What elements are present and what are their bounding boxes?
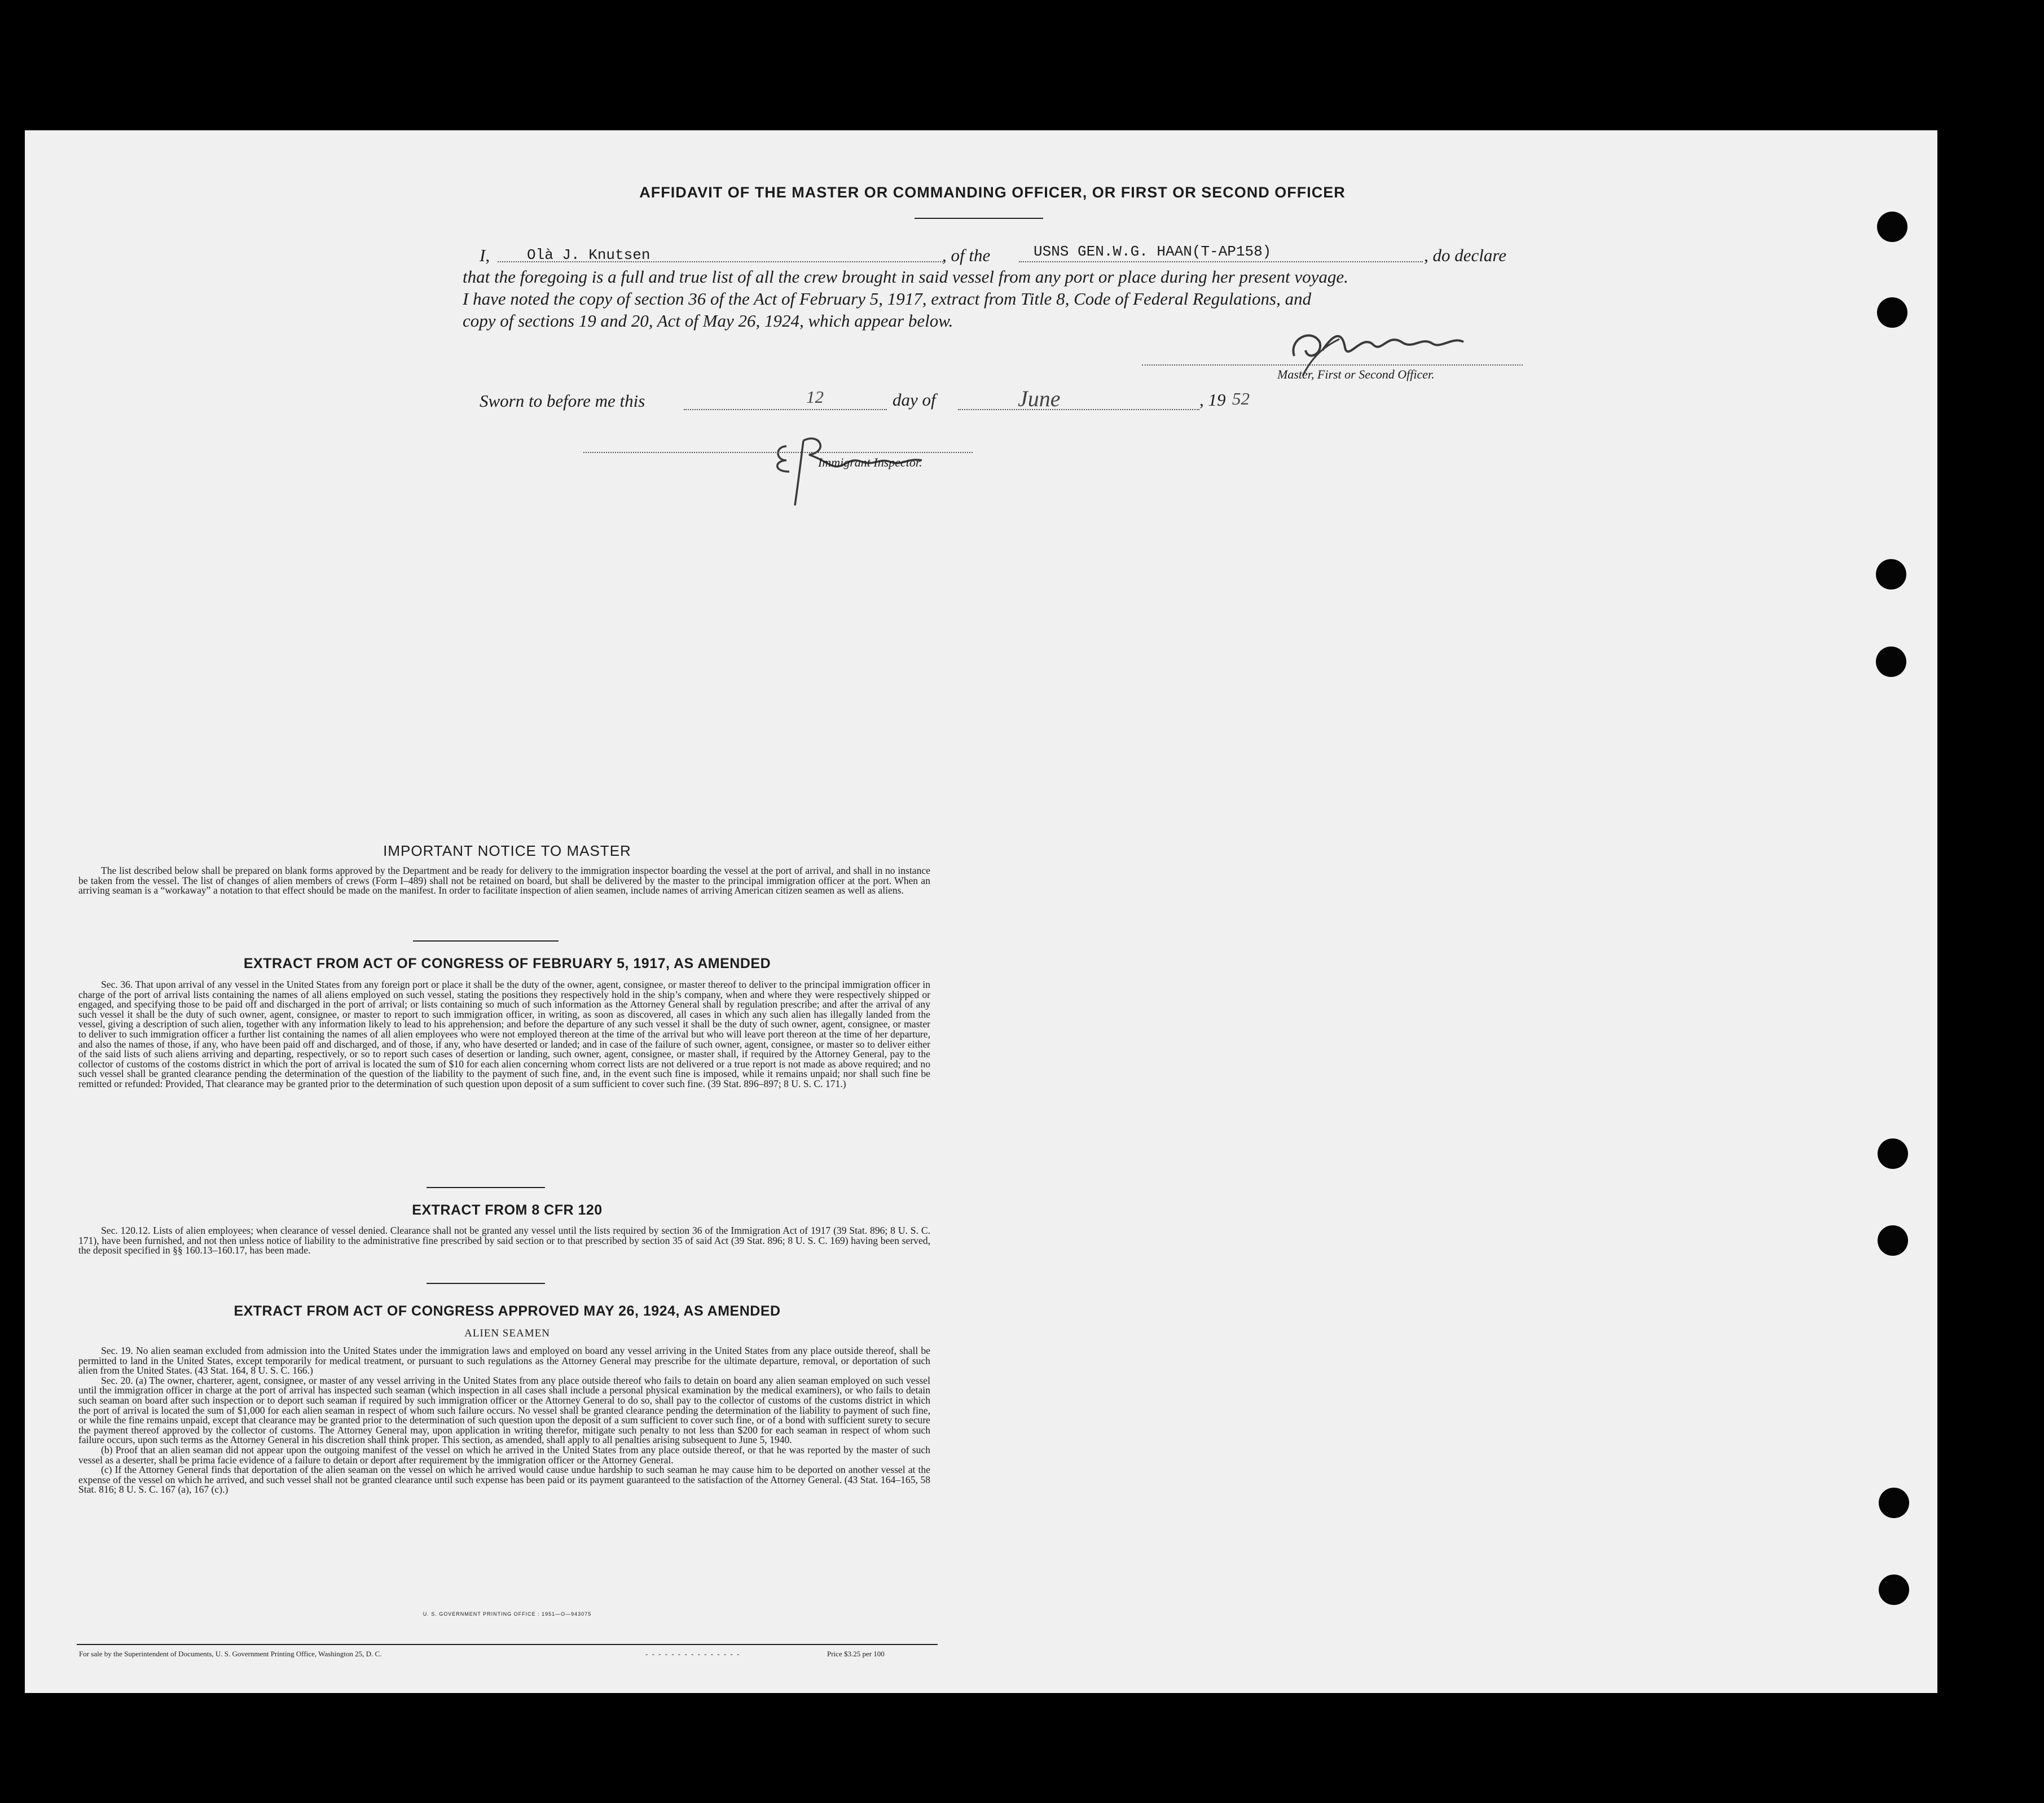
sworn-month-line xyxy=(958,409,1199,410)
document-page xyxy=(25,130,1937,1693)
vessel-name-line xyxy=(1019,261,1423,262)
punch-hole xyxy=(1878,1225,1908,1256)
inspector-signature-line xyxy=(583,452,973,453)
cfr-paragraph: Sec. 120.12. Lists of alien employees; when clearance of vessel denied. Clearance shall not be granted any vessel until the lists required by section 36 of the Immigration Act of 1917 (39 Stat. 896; 8 U. S. C. 171), have been furnished, and not then unless notice of liability to the administrative fine prescribed by said section or to that prescribed by section 35 of said Act (39 Stat. 896; 8 U. S. C. 169) having been served, the deposit specified in §§ 160.13–160.17, has been made. xyxy=(78,1225,930,1256)
year-prefix: , 19 xyxy=(1199,390,1226,410)
master-signature-caption: Master, First or Second Officer. xyxy=(1277,367,1435,381)
punch-hole xyxy=(1876,647,1906,677)
extract-1917-title: EXTRACT FROM ACT OF CONGRESS OF FEBRUARY 5, 1917, AS AMENDED xyxy=(243,956,771,971)
day-of-text: day of xyxy=(893,390,936,410)
do-declare-text: , do declare xyxy=(1424,245,1507,265)
footer-price: Price $3.25 per 100 xyxy=(827,1650,885,1658)
master-name-value: Olà J. Knutsen xyxy=(527,247,650,263)
extract-1924-text xyxy=(78,1346,930,1495)
footer-dashes: - - - - - - - - - - - - - - - xyxy=(645,1650,741,1658)
notice-title: IMPORTANT NOTICE TO MASTER xyxy=(383,842,631,859)
affidavit-line-2: that the foregoing is a full and true list of all the crew brought in said vessel from any port or place during her present voyage. xyxy=(463,267,1348,287)
cfr-title: EXTRACT FROM 8 CFR 120 xyxy=(412,1202,603,1218)
affidavit-i: I, xyxy=(480,245,490,265)
section-19-paragraph: Sec. 19. No alien seaman excluded from admission into the United States under the immigration laws and employed on board any vessel arriving in the United States from any place outside thereof, shall be permitted to land in the United States, except temporarily for medical treatment, or pursuant to such regulations as the Attorney General may prescribe for the ultimate departure, removal, or deportation of such alien from the United States. (43 Stat. 164, 8 U. S. C. 166.) xyxy=(78,1345,930,1377)
affidavit-line-3: I have noted the copy of section 36 of the Act of February 5, 1917, extract from Title 8, Code of Federal Regulations, and xyxy=(463,289,1312,309)
sworn-day-line xyxy=(684,409,887,410)
punch-hole xyxy=(1879,1488,1909,1518)
notice-divider xyxy=(413,940,559,942)
vessel-name-value: USNS GEN.W.G. HAAN(T-AP158) xyxy=(1034,243,1272,260)
cfr-divider xyxy=(427,1283,545,1284)
section-20c-paragraph: (c) If the Attorney General finds that deportation of the alien seaman on the vessel on which he arrived would cause undue hardship to such seaman he may cause him to be deported on another vessel at the expense of the vessel on which he arrived, and such vessel shall not be granted clearance until such expense has been paid or its payment guaranteed to the satisfaction of the Attorney General. (43 Stat. 164–165, 58 Stat. 816; 8 U. S. C. 167 (a), 167 (c).) xyxy=(78,1464,930,1496)
extract-1917-paragraph: Sec. 36. That upon arrival of any vessel in the United States from any foreign port or place it shall be the duty of the owner, agent, consignee, or master thereof to deliver to the principal immigration officer in charge of the port of arrival lists containing the names of all aliens employed on such vessel, stating the positions they respectively hold in the ship’s company, when and where they were respectively shipped or engaged, and specifying those to be paid off and discharged in the port of arrival; or lists containing so much of such information as the Attorney General shall by regulation prescribe; and after the arrival of any such vessel it shall be the duty of such owner, agent, consignee, or master to report to such immigration officer, in writing, as soon as discovered, all cases in which any such alien has illegally landed from the vessel, giving a description of such alien, together with any information likely to lead to his apprehension; and before the departure of any such vessel it shall be the duty of such owner, agent, consignee, or master to deliver to such immigration officer a further list containing the names of all alien employees who were not employed thereon at the time of the arrival but who will leave port thereon at the time of her departure, and also the names of those, if any, who have been paid off and discharged, and of those, if any, who have deserted or landed; and in case of the failure of such owner, agent, consignee, or master so to deliver either of the said lists of such aliens arriving and departing, respectively, or so to report such cases of desertion or landing, such owner, agent, consignee, or master shall, if required by the Attorney General, pay to the collector of customs of the costoms district in which the port of arrival is located the sum of $10 for each alien concerning whom correct lists are not delivered or a true report is not made as above required; and no such vessel shall be granted clearance pending the determination of the question of the liability to the payment of such fine, and, in the event such fine is imposed, while it remains unpaid; nor shall such fine be remitted or refunded: Provided, That clearance may be granted prior to the determination of such question upon deposit of a sum sufficient to cover such fine. (39 Stat. 896–897; 8 U. S. C. 171.) xyxy=(78,979,930,1089)
punch-hole xyxy=(1879,1575,1909,1605)
section-20a-paragraph: Sec. 20. (a) The owner, charterer, agent, consignee, or master of any vessel arriving in the United States from any place outside thereof who fails to detain on board any alien seaman employed on such vessel until the immigration officer in charge at the port of arrival has inspected such seaman (which inspection in all cases shall include a personal physical examination by the medical examiners), or who fails to detain such seaman on board after such inspection or to deport such seaman if required by such immigration officer or the Attorney General to do so, shall pay to the collector of customs of the customs district in which the port of arrival is located the sum of $1,000 for each alien seaman in respect of whom such failure occurs. No vessel shall be granted clearance pending the determination of the liability to payment of such fine, or while the fine remains unpaid, except that clearance may be granted prior to the determination of such question upon the deposit of a sum sufficient to cover such fine, or of a bond with sufficient surety to secure the payment thereof approved by the collector of customs. The Attorney General may, upon application in writing therefor, mitigate such penalty to not less than $200 for each seaman in respect of whom such failure occurs, upon such terms as the Attorney General in his discretion shall think proper. This section, as amended, shall apply to all penalties arising subsequent to June 5, 1940. xyxy=(78,1374,930,1446)
affidavit-title: AFFIDAVIT OF THE MASTER OR COMMANDING OFFICER, OR FIRST OR SECOND OFFICER xyxy=(639,184,1346,201)
extract-1917-text xyxy=(78,980,930,1089)
affidavit-line-4: copy of sections 19 and 20, Act of May 26, 1924, which appear below. xyxy=(463,311,953,331)
punch-hole xyxy=(1877,212,1907,242)
gpo-imprint: U. S. GOVERNMENT PRINTING OFFICE : 1951—O—943075 xyxy=(423,1611,592,1617)
cfr-text xyxy=(78,1226,930,1256)
footer-sale-text: For sale by the Superintendent of Documents, U. S. Government Printing Office, Washington 25, D. C. xyxy=(79,1650,382,1658)
year-suffix: 52 xyxy=(1232,389,1250,408)
notice-paragraph: The list described below shall be prepared on blank forms approved by the Department and be ready for delivery to the immigration inspector boarding the vessel at the port of arrival, and shall in no instance be taken from the vessel. The list of changes of alien members of crews (Form I–489) shall not be retained on board, but shall be delivered by the master to the principal immigration officer at the port. When an arriving seaman is a “workaway” a notation to that effect should be made on the manifest. In order to facilitate inspection of alien seamen, include names of arriving American citizen seamen as well as aliens. xyxy=(78,865,930,896)
section-20b-paragraph: (b) Proof that an alien seaman did not appear upon the outgoing manifest of the vessel on which he arrived in the United States from any place outside thereof, or that he was reported by the master of such vessel as a deserter, shall be prima facie evidence of a failure to detain or deport after requirement by the immigration officer or the Attorney General. xyxy=(78,1444,930,1466)
punch-hole xyxy=(1877,297,1907,328)
inspector-caption: Immigrant Inspector. xyxy=(818,455,922,469)
notice-text xyxy=(78,866,930,896)
of-the-text: , of the xyxy=(942,245,991,265)
footer-rule xyxy=(77,1644,938,1645)
title-divider xyxy=(915,218,1043,219)
extract-1924-subtitle: ALIEN SEAMEN xyxy=(464,1327,550,1339)
extract-1917-divider xyxy=(427,1187,545,1188)
punch-hole xyxy=(1878,1138,1908,1169)
sworn-text: Sworn to before me this xyxy=(480,391,645,411)
sworn-month-value: June xyxy=(1018,386,1061,411)
sworn-day-value: 12 xyxy=(806,387,824,407)
master-signature-line xyxy=(1142,364,1523,366)
extract-1924-title: EXTRACT FROM ACT OF CONGRESS APPROVED MAY 26, 1924, AS AMENDED xyxy=(234,1303,781,1319)
punch-hole xyxy=(1876,559,1906,590)
